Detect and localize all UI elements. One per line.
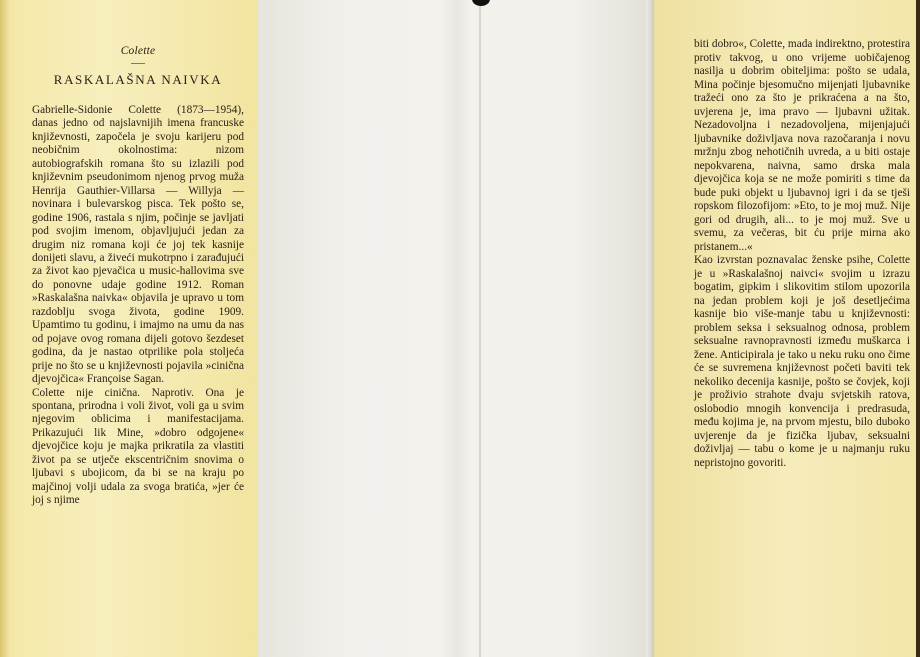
author-name: Colette: [120, 45, 156, 57]
flap-edge: [0, 0, 10, 657]
right-flap: [654, 0, 920, 657]
book-title: RASKALAŠNA NAIVKA: [53, 72, 223, 87]
flap-edge: [916, 0, 920, 657]
fold-crease: [479, 0, 481, 657]
blank-center-panel: [258, 0, 654, 657]
divider: [131, 63, 145, 64]
paragraph: biti dobro«, Colette, mada indirektno, protestira protiv takvog, u ono vrijeme uobičajenog nasilja u dobrim obiteljima: pošto se udala, Mina počinje bjesomučno mijenjati ljubavnike tražeći ono za što je prikraćena a na što, uvjerena je, ima pravo — ljubavni užitak. Nezadovoljna i nezadovoljena, mijenjajući ljubavnike doživljava nova razočaranja i novu mržnju zbog nehotičnih uvreda, a u biti ostaje nepokvarena, naivna, samo drska mala djevojčica koja se ne može pomiriti s time da bude puki objekt u ljubavnoj igri i da se tješi ropskom filozofijom: »Eto, to je moj muž. Nije gori od drugih, ali... to je moj muž. Sve u svemu, za večeras, bit ću prije mirna ako pristanem...«: [694, 38, 910, 253]
left-flap: [0, 0, 258, 657]
paragraph: Gabrielle-Sidonie Colette (1873—1954), danas jedno od najslavnijih imena francuske književnosti, započela je svoju karijeru pod neobičnim okolnostima: nizom autobiografskih romana što su izlazili pod književnim pseudonimom njenog prvog muža Henrija Gauthier-Villarsa — Willyja — novinara i bulevarskog pisca. Tek pošto se, godine 1906, rastala s njim, počinje se javljati pod svojim imenom, objavljujući jedan za drugim niz romana koji će joj tek kasnije donijeti slavu, a živeći mukotrpno i zarađujući za život kao pjevačica u music-hallovima sve do ponovne udaje godine 1912. Roman »Raskalašna naivka« objavila je upravo u tom razdoblju svoga života, godine 1909. Upamtimo tu godinu, i imajmo na umu da nas od pojave ovog romana dijeli gotovo šezdeset godina, da je nastao otprilike pola stoljeća prije no što se u književnosti pojavila »cinična djevojčica« Françoise Sagan.: [32, 104, 244, 386]
left-flap-text: [32, 104, 244, 508]
paragraph: Colette nije cinična. Naprotiv. Ona je spontana, prirodna i voli život, voli ga u svim njegovim oblicima i manifestacijama. Prikazujući lik Mine, »dobro odgojene« djevojčice koju je majka prikratila za vlastiti život pa se utječe ekscentričnim snovima o ljubavi s ubojicom, da bi se na kraju po majčinoj volji udala za svoga bratića, »jer će joj s njime: [32, 386, 244, 507]
paragraph: Kao izvrstan poznavalac ženske psihe, Colette je u »Raskalašnoj naivci« svojim u izrazu bogatim, gipkim i slikovitim stilom upozorila na jedan problem koji je još desetljećima kasnije bio više-manje tabu u književnosti: problem seksa i seksualnog odnosa, problem seksualne ravnopravnosti između muškarca i žene. Anticipirala je tako u neku ruku ono čime će se suvremena književnost početi baviti tek nekoliko decenija kasnije, pošto se čovjek, koji je proživio strahote dvaju svjetskih ratova, oslobodio mnogih konvencija i predrasuda, među kojima je, na prvom mjestu, bilo duboko uvjerenje da je fizička ljubav, seksualni doživljaj — tabu o kome je u najmanju ruku nepristojno govoriti.: [694, 254, 910, 469]
right-flap-text: [694, 38, 910, 470]
panel-shadow-edge: [646, 0, 654, 657]
